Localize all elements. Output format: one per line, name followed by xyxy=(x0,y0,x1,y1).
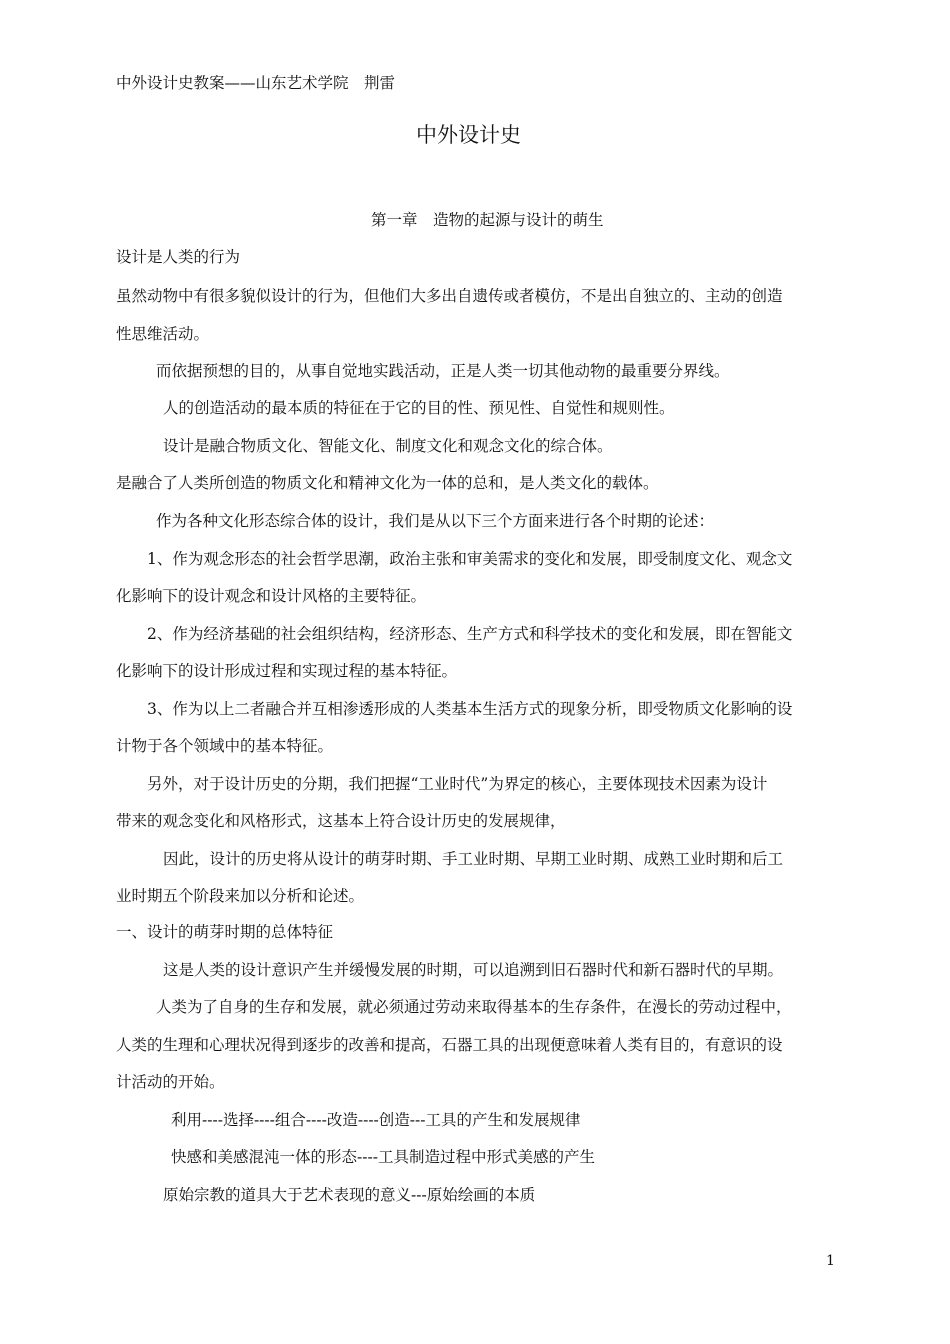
paragraph-line: 是融合了人类所创造的物质文化和精神文化为一体的总和，是人类文化的载体。 xyxy=(116,474,659,492)
paragraph-line: 3、作为以上二者融合并互相渗透形成的人类基本生活方式的现象分析，即受物质文化影响的设 xyxy=(147,700,793,718)
paragraph-line: 设计是融合物质文化、智能文化、制度文化和观念文化的综合体。 xyxy=(163,437,613,455)
section-heading: 一、设计的萌芽时期的总体特征 xyxy=(116,923,334,941)
outline-item: 利用----选择----组合----改造----创造---工具的产生和发展规律 xyxy=(171,1111,581,1129)
paragraph-line: 因此，设计的历史将从设计的萌芽时期、手工业时期、早期工业时期、成熟工业时期和后工 xyxy=(163,850,784,868)
outline-item: 原始宗教的道具大于艺术表现的意义---原始绘画的本质 xyxy=(163,1186,536,1204)
paragraph-line: 业时期五个阶段来加以分析和论述。 xyxy=(116,887,365,905)
chapter-heading: 第一章 造物的起源与设计的萌生 xyxy=(371,211,604,229)
outline-item: 快感和美感混沌一体的形态----工具制造过程中形式美感的产生 xyxy=(171,1148,595,1166)
page-number: 1 xyxy=(826,1253,835,1269)
paragraph-line: 2、作为经济基础的社会组织结构，经济形态、生产方式和科学技术的变化和发展，即在智能文 xyxy=(147,625,793,643)
paragraph-line: 化影响下的设计形成过程和实现过程的基本特征。 xyxy=(116,662,458,680)
paragraph-line: 人类为了自身的生存和发展，就必须通过劳动来取得基本的生存条件，在漫长的劳动过程中， xyxy=(156,998,792,1016)
paragraph-line: 设计是人类的行为 xyxy=(116,248,241,266)
paragraph-line: 带来的观念变化和风格形式，这基本上符合设计历史的发展规律， xyxy=(116,812,566,830)
paragraph-line: 计物于各个领域中的基本特征。 xyxy=(116,737,334,755)
paragraph-line: 性思维活动。 xyxy=(116,325,210,343)
document-title: 中外设计史 xyxy=(416,123,521,147)
paragraph-line: 虽然动物中有很多貌似设计的行为，但他们大多出自遗传或者模仿，不是出自独立的、主动的创造 xyxy=(116,287,783,305)
page-header: 中外设计史教案——山东艺术学院 荆雷 xyxy=(116,74,396,92)
paragraph-line: 另外，对于设计历史的分期，我们把握“工业时代”为界定的核心，主要体现技术因素为设计 xyxy=(147,775,768,793)
paragraph-line: 作为各种文化形态综合体的设计，我们是从以下三个方面来进行各个时期的论述： xyxy=(156,512,715,530)
paragraph-line: 人类的生理和心理状况得到逐步的改善和提高，石器工具的出现便意味着人类有目的，有意识的设 xyxy=(116,1036,783,1054)
paragraph-line: 这是人类的设计意识产生并缓慢发展的时期，可以追溯到旧石器时代和新石器时代的早期。 xyxy=(163,961,784,979)
paragraph-line: 化影响下的设计观念和设计风格的主要特征。 xyxy=(116,587,427,605)
paragraph-line: 1、作为观念形态的社会哲学思潮，政治主张和审美需求的变化和发展，即受制度文化、观念文 xyxy=(147,550,793,568)
paragraph-line: 而依据预想的目的，从事自觉地实践活动，正是人类一切其他动物的最重要分界线。 xyxy=(156,362,730,380)
paragraph-line: 计活动的开始。 xyxy=(116,1073,225,1091)
paragraph-line: 人的创造活动的最本质的特征在于它的目的性、预见性、自觉性和规则性。 xyxy=(163,399,675,417)
